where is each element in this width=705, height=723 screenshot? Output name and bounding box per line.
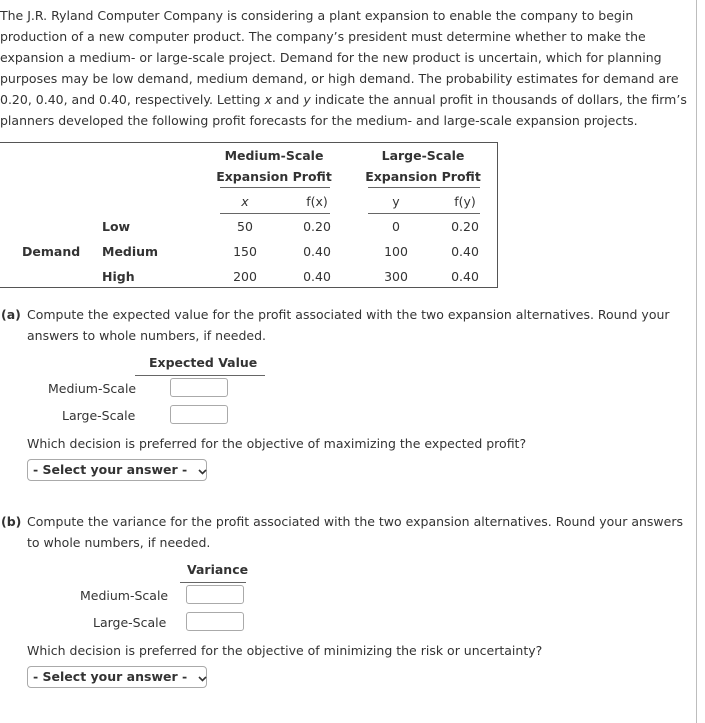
ev-large-label: Large-Scale [62,408,136,423]
medium-header-underline [220,187,330,188]
cell-low-x: 50 [237,219,253,234]
large-header-underline [368,187,480,188]
part-b-decision-select[interactable] [27,666,207,688]
cell-medium-x: 150 [233,244,257,259]
medium-header-line1: Medium-Scale [224,148,324,163]
row-label-high: High [102,269,135,284]
cell-low-fx: 0.20 [303,219,331,234]
cell-medium-y: 100 [384,244,408,259]
col-header-x: x [241,194,249,209]
variance-header: Variance [187,562,249,577]
medium-col-underline [220,213,330,214]
variance-underline [180,582,246,583]
cell-medium-fx: 0.40 [303,244,331,259]
var-medium-input[interactable] [186,585,244,604]
cell-high-fy: 0.40 [451,269,479,284]
part-a-decision-select[interactable] [27,459,207,481]
var-large-input[interactable] [186,612,244,631]
part-a-decision-question: Which decision is preferred for the objective of maximizing the expected profit? [27,436,527,451]
large-header-line1: Large-Scale [381,148,465,163]
part-b-decision-question: Which decision is preferred for the objective of minimizing the risk or uncertainty? [27,643,543,658]
cell-low-y: 0 [392,219,400,234]
part-b-text: Compute the variance for the profit associated with the two expansion alternatives. Round your answers to whole numbers, if needed. [27,514,683,550]
cell-high-y: 300 [384,269,408,284]
var-medium-label: Medium-Scale [80,588,169,603]
intro-text-2: indicate the annual profit in thousands of dollars, the firm’s planners developed the following profit forecasts for the medium- and large-scale expansion projects. [0,92,687,128]
cell-medium-fy: 0.40 [451,244,479,259]
cell-low-fy: 0.20 [451,219,479,234]
medium-header-line2: Expansion Profit [216,169,332,184]
intro-text-1: The J.R. Ryland Computer Company is considering a plant expansion to enable the company to begin production of a new computer product. The company’s president must determine whether to make the expansion a medium- or large-scale project. Demand for the new product is uncertain, which for planning purposes may be low demand, medium demand, or high demand. The probability estimates for demand are 0.20, 0.40, and 0.40, respectively. Letting [0,8,679,107]
part-a-question [1,304,687,346]
part-b-select-text: - Select your answer - [33,669,188,684]
expected-value-header: Expected Value [149,355,258,370]
intro-and: and [271,92,304,107]
expected-value-underline [135,375,265,376]
profit-table [0,142,498,288]
large-col-underline [368,213,480,214]
chevron-down-icon [198,668,207,688]
row-label-low: Low [102,219,131,234]
row-label-medium: Medium [102,244,159,259]
row-group-demand: Demand [22,244,81,259]
chevron-down-icon [198,461,207,481]
intro-var-y: y [303,92,311,107]
part-a-select-text: - Select your answer - [33,462,188,477]
ev-medium-input[interactable] [170,378,228,397]
part-a-label: (a) [1,307,21,322]
cell-high-x: 200 [233,269,257,284]
problem-intro [0,5,692,131]
ev-medium-label: Medium-Scale [48,381,137,396]
part-b-question [1,511,687,553]
ev-large-input[interactable] [170,405,228,424]
large-header-line2: Expansion Profit [365,169,481,184]
col-header-fy: f(y) [454,194,476,209]
col-header-fx: f(x) [306,194,328,209]
intro-var-x: x [264,92,272,107]
part-b-label: (b) [1,514,22,529]
cell-high-fx: 0.40 [303,269,331,284]
col-header-y: y [392,194,400,209]
part-a-text: Compute the expected value for the profit associated with the two expansion alternatives. Round your answers to whole numbers, if needed. [27,307,670,343]
var-large-label: Large-Scale [93,615,167,630]
